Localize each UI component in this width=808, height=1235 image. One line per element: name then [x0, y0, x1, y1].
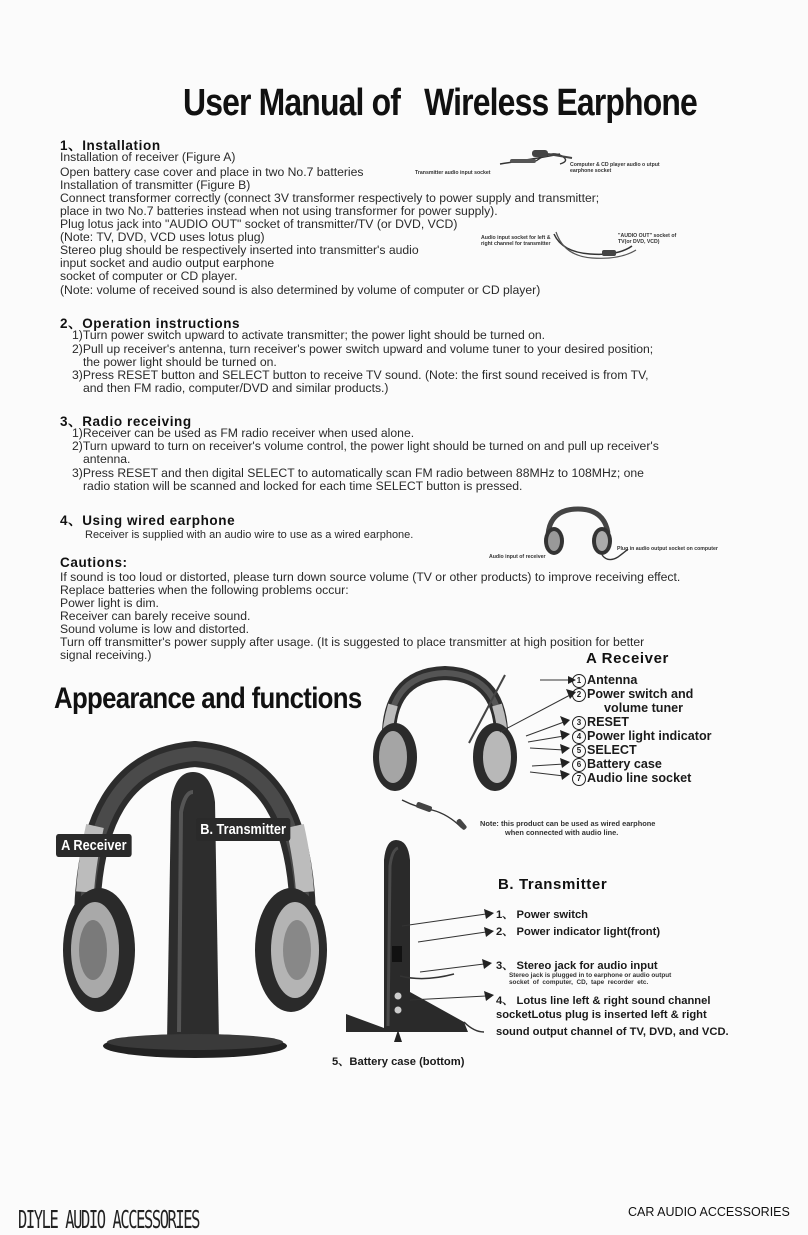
installation-line: Installation of receiver (Figure A) [60, 150, 236, 164]
radio-line: 2)Turn upward to turn on receiver's volume control, the power light should be turned on and pull up receiver's [72, 439, 659, 453]
cautions-heading: Cautions: [60, 555, 128, 570]
receiver-item-number: 1 [572, 674, 586, 688]
transmitter-item-battery-case: 5、Battery case (bottom) [332, 1056, 465, 1068]
fig-label-computer-output: Computer & CD player audio o utput earphone socket [570, 162, 660, 174]
receiver-item-volume-tuner: volume tuner [604, 701, 684, 715]
receiver-item-battery-case [572, 757, 662, 772]
transmitter-item-lotus-line: sound output channel of TV, DVD, and VCD. [496, 1026, 729, 1038]
footer-right-brand: CAR AUDIO ACCESSORIES [628, 1205, 790, 1219]
installation-line: place in two No.7 batteries instead when not using transformer for power supply). [60, 204, 498, 218]
operation-line: 3)Press RESET button and SELECT button to receive TV sound. (Note: the first sound received is from TV, [72, 368, 649, 382]
product-photo [55, 742, 335, 1062]
installation-heading: 1、Installation [60, 138, 161, 153]
receiver-item-number: 7 [572, 772, 586, 786]
radio-line: radio station will be scanned and locked for each time SELECT button is pressed. [83, 479, 523, 493]
transmitter-item-stereo-jack-note: socket of computer, CD, tape recorder etc. [509, 979, 649, 986]
fig-label-plug-audio-output: Plug in audio output socket on computer [617, 546, 718, 552]
receiver-item-number: 2 [572, 688, 586, 702]
small-headphone-figure [538, 505, 628, 565]
radio-heading: 3、Radio receiving [60, 414, 192, 429]
operation-line: the power light should be turned on. [83, 355, 277, 369]
receiver-note-line2: when connected with audio line. [505, 828, 619, 837]
fig-label-audio-out-tv: "AUDIO OUT" socket of TV(or DVD, VCD) [618, 233, 677, 245]
receiver-item-label: Audio line socket [587, 771, 692, 785]
transmitter-item-lotus-line: 4、 Lotus line left & right sound channel [496, 995, 711, 1007]
installation-line: Installation of transmitter (Figure B) [60, 178, 251, 192]
page-title: User Manual of Wireless Earphone [183, 82, 697, 124]
installation-line: (Note: volume of received sound is also determined by volume of computer or CD player) [60, 283, 541, 297]
operation-line: 1)Turn power switch upward to activate transmitter; the power light should be turned on. [72, 328, 546, 342]
installation-line: Connect transformer correctly (connect 3V transformer respectively to power supply and transmitter; [60, 191, 600, 205]
transmitter-leader-lines [400, 906, 510, 1016]
receiver-item-audio-line [572, 771, 691, 786]
appearance-heading: Appearance and functions [54, 682, 362, 715]
fig-label-audio-input-receiver: Audio input of receiver [489, 554, 546, 560]
installation-line: (Note: TV, DVD, VCD uses lotus plug) [60, 230, 265, 244]
receiver-item-label: Battery case [587, 757, 662, 771]
receiver-item-number: 5 [572, 744, 586, 758]
receiver-note-line1: Note: this product can be used as wired earphone [480, 819, 656, 828]
fig-label-audio-input-lr: Audio input socket for left & right channel for transmitter [481, 235, 551, 247]
receiver-item-power-switch [572, 687, 693, 702]
receiver-item-number: 3 [572, 716, 586, 730]
audio-cable-figure [398, 796, 488, 836]
installation-line: Open battery case cover and place in two No.7 batteries [60, 165, 364, 179]
transmitter-item-lotus-line: socketLotus plug is inserted left & right [496, 1009, 707, 1021]
operation-line: and then FM radio, computer/DVD and similar products.) [83, 381, 389, 395]
receiver-tag: A Receiver [56, 834, 132, 857]
receiver-item-label: Power switch and [587, 687, 694, 701]
cautions-line: Replace batteries when the following problems occur: [60, 583, 349, 597]
installation-line: input socket and audio output earphone [60, 256, 275, 270]
footer-left-brand: DIYLE AUDIO ACCESSORIES [18, 1206, 200, 1235]
receiver-item-label: Antenna [587, 673, 638, 687]
receiver-item-antenna [572, 673, 637, 688]
receiver-item-power-light [572, 729, 712, 744]
transmitter-item-power-indicator: 2、 Power indicator light(front) [496, 926, 661, 938]
receiver-item-label: Power light indicator [587, 729, 712, 743]
wired-line: Receiver is supplied with an audio wire to use as a wired earphone. [85, 529, 414, 541]
installation-line: socket of computer or CD player. [60, 269, 238, 283]
receiver-item-label: SELECT [587, 743, 637, 757]
receiver-item-select [572, 743, 637, 758]
cautions-line: If sound is too loud or distorted, please turn down source volume (TV or other products) to improve receiving effect. [60, 570, 681, 584]
cautions-line: Power light is dim. [60, 596, 159, 610]
cautions-line: signal receiving.) [60, 648, 152, 662]
wired-heading: 4、Using wired earphone [60, 513, 236, 528]
transmitter-heading: B. Transmitter [498, 876, 608, 893]
operation-line: 2)Pull up receiver's antenna, turn receiver's power switch upward and volume tuner to your desired position; [72, 342, 654, 356]
cautions-line: Sound volume is low and distorted. [60, 622, 250, 636]
transmitter-item-power-switch: 1、 Power switch [496, 909, 589, 921]
receiver-item-label: RESET [587, 715, 629, 729]
cautions-line: Receiver can barely receive sound. [60, 609, 251, 623]
operation-heading: 2、Operation instructions [60, 316, 241, 331]
transmitter-item-stereo-jack-note: Stereo jack is plugged in to earphone or audio output [509, 972, 672, 979]
installation-line: Stereo plug should be respectively inserted into transmitter's audio [60, 243, 419, 257]
receiver-item-number: 4 [572, 730, 586, 744]
receiver-item-reset [572, 715, 629, 730]
installation-line: Plug lotus jack into "AUDIO OUT" socket of transmitter/TV (or DVD, VCD) [60, 217, 458, 231]
receiver-heading: A Receiver [586, 650, 669, 667]
radio-line: 1)Receiver can be used as FM radio receiver when used alone. [72, 426, 415, 440]
fig-label-transmitter-input: Transmitter audio input socket [415, 170, 491, 176]
cautions-line: Turn off transmitter's power supply after usage. (It is suggested to place transmitter at high position for better [60, 635, 645, 649]
transmitter-tag: B. Transmitter [196, 818, 290, 841]
radio-line: 3)Press RESET and then digital SELECT to automatically scan FM radio between 88MHz to 108MHz; one [72, 466, 644, 480]
transmitter-item-stereo-jack: 3、 Stereo jack for audio input [496, 960, 658, 972]
radio-line: antenna. [83, 452, 131, 466]
receiver-item-number: 6 [572, 758, 586, 772]
